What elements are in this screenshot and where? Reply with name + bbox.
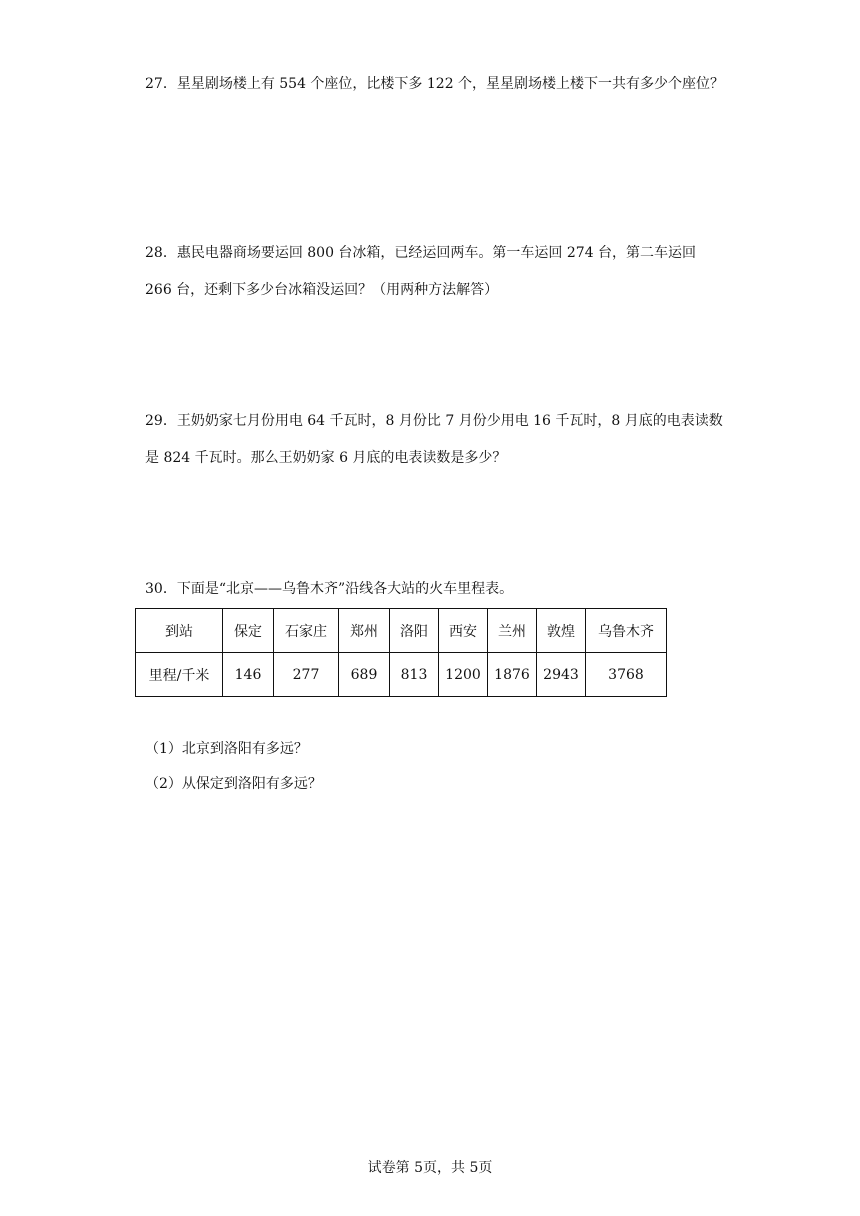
- station-cell: 西安: [439, 609, 488, 653]
- table-row-distances: [136, 653, 667, 697]
- distance-cell: 689: [339, 653, 390, 697]
- page-footer: 试卷第 5页，共 5页: [367, 1160, 493, 1176]
- distance-cell: 277: [274, 653, 339, 697]
- problem-28: 28．惠民电器商场要运回 800 台冰箱，已经运回两车。第一车运回 274 台，第二车运回 266 台，还剩下多少台冰箱没运回？（用两种方法解答）: [145, 245, 697, 298]
- station-cell: 敦煌: [537, 609, 586, 653]
- mileage-table: [135, 608, 667, 697]
- distance-cell: 1876: [488, 653, 537, 697]
- table-row-stations: [136, 609, 667, 653]
- problem-30: 30．下面是“北京——乌鲁木齐”沿线各大站的火车里程表。: [145, 581, 514, 597]
- row-label-cell: 里程/千米: [136, 653, 223, 697]
- problem-29: 29．王奶奶家七月份用电 64 千瓦时，8 月份比 7 月份少用电 16 千瓦时，8 月底的电表读数是 824 千瓦时。那么王奶奶家 6 月底的电表读数是多少？: [145, 413, 723, 466]
- station-cell: 郑州: [339, 609, 390, 653]
- distance-cell: 146: [223, 653, 274, 697]
- station-cell: 乌鲁木齐: [586, 609, 667, 653]
- distance-cell: 813: [390, 653, 439, 697]
- question-1: （1）北京到洛阳有多远？: [145, 741, 308, 757]
- distance-cell: 2943: [537, 653, 586, 697]
- question-2: （2）从保定到洛阳有多远？: [145, 776, 322, 792]
- station-cell: 洛阳: [390, 609, 439, 653]
- station-cell: 兰州: [488, 609, 537, 653]
- station-cell: 保定: [223, 609, 274, 653]
- header-label-cell: 到站: [136, 609, 223, 653]
- distance-cell: 1200: [439, 653, 488, 697]
- distance-cell: 3768: [586, 653, 667, 697]
- station-cell: 石家庄: [274, 609, 339, 653]
- problem-27: 27．星星剧场楼上有 554 个座位，比楼下多 122 个，星星剧场楼上楼下一共有多少个座位？: [145, 76, 725, 92]
